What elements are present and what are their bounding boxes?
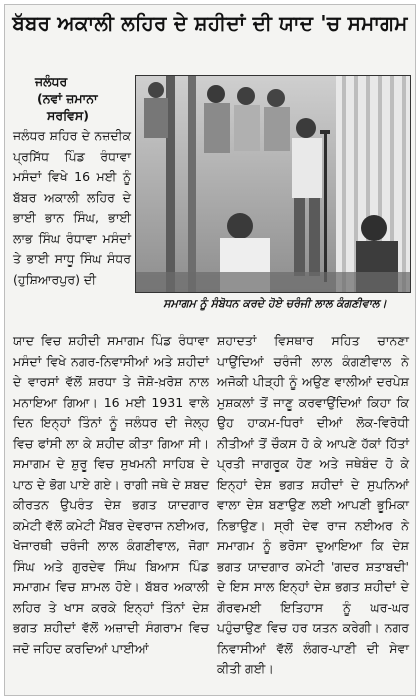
- dateline: ਜਲੰਧਰ: [35, 74, 68, 89]
- byline-line-2: ਸਰਵਿਸ): [47, 108, 89, 123]
- left-column: [13, 73, 131, 290]
- byline-line-1: (ਨਵਾਂ ਜ਼ਮਾਨਾ: [37, 91, 98, 106]
- left-column-text: ਜਲੰਧਰ ਸ਼ਹਿਰ ਦੇ ਨਜ਼ਦੀਕ ਪ੍ਰਸਿੱਧ ਪਿੰਡ ਰੰਧਾਵਾ ਮਸੰਦਾਂ ਵਿਖੇ 16 ਮਈ ਨੂੰ ਬੱਬਰ ਅਕਾਲੀ ਲਹਿਰ ਦੇ ਭਾਈ ਭਾਨ ਸਿੰਘ, ਭਾਈ ਲਾਭ ਸਿੰਘ ਰੰਧਾਵਾ ਮਸੰਦਾਂ ਤੇ ਭਾਈ ਸਾਧੂ ਸਿੰਘ ਸੰਧਰ (ਹੁਸ਼ਿਆਰਪੁਰ) ਦੀ: [13, 128, 131, 287]
- body-column-right: ਸ਼ਹਾਦਤਾਂ ਵਿਸਥਾਰ ਸਹਿਤ ਚਾਨਣਾ ਪਾਉਂਦਿਆਂ ਚਰੰਜੀ ਲਾਲ ਕੰਗਣੀਵਾਲ ਨੇ ਅਜੋਕੀ ਪੀੜ੍ਹੀ ਨੂੰ ਅਉਣ ਵਾਲੀਆਂ ਦਰਪੇਸ਼ ਮੁਸ਼ਕਲਾਂ ਤੋਂ ਜਾਣੂ ਕਰਵਾਉਂਦਿਆਂ ਕਿਹਾ ਕਿ ਉਹ ਹਾਕਮ-ਧਿਰਾਂ ਦੀਆਂ ਲੋਕ-ਵਿਰੋਧੀ ਨੀਤੀਆਂ ਤੋਂ ਚੌਕਸ ਹੋ ਕੇ ਆਪਣੇ ਹੱਕਾਂ ਹਿੱਤਾਂ ਪ੍ਰਤੀ ਜਾਗਰੂਕ ਹੋਣ ਅਤੇ ਜਥੇਬੰਦ ਹੋ ਕੇ ਇਨ੍ਹਾਂ ਦੇਸ਼ ਭਗਤ ਸ਼ਹੀਦਾਂ ਦੇ ਸੁਪਨਿਆਂ ਵਾਲਾ ਦੇਸ਼ ਬਣਾਉਣ ਲਈ ਆਪਣੀ ਭੂਮਿਕਾ ਨਿਭਾਉਣ। ਸ੍ਰੀ ਦੇਵ ਰਾਜ ਨਈਅਰ ਨੇ ਸਮਾਗਮ ਨੂੰ ਭਰੋਸਾ ਦੁਆਇਆ ਕਿ ਦੇਸ਼ ਭਗਤ ਯਾਦਗਾਰ ਕਮੇਟੀ 'ਗਦਰ ਸ਼ਤਾਬਦੀ' ਦੇ ਇਸ ਸਾਲ ਇਨ੍ਹਾਂ ਦੇਸ਼ ਭਗਤ ਸ਼ਹੀਦਾਂ ਦੇ ਗੌਰਵਮਈ ਇਤਿਹਾਸ ਨੂੰ ਘਰ-ਘਰ ਪਹੁੰਚਾਉਣ ਵਿਚ ਹਰ ਯਤਨ ਕਰੇਗੀ। ਨਗਰ ਨਿਵਾਸੀਆਂ ਵੱਲੋਂ ਲੰਗਰ-ਪਾਣੀ ਦੀ ਸੇਵਾ ਕੀਤੀ ਗਈ।: [217, 333, 409, 676]
- newspaper-clipping: [4, 4, 416, 696]
- event-photo: [135, 75, 411, 293]
- body-column-left: ਯਾਦ ਵਿਚ ਸ਼ਹੀਦੀ ਸਮਾਗਮ ਪਿੰਡ ਰੰਧਾਵਾ ਮਸੰਦਾਂ ਵਿਖੇ ਨਗਰ-ਨਿਵਾਸੀਆਂ ਅਤੇ ਸ਼ਹੀਦਾਂ ਦੇ ਵਾਰਸਾਂ ਵੱਲੋਂ ਸ਼ਰਧਾ ਤੇ ਜੋਸ਼ੋ-ਖ਼ਰੋਸ਼ ਨਾਲ ਮਨਾਇਆ ਗਿਆ। 16 ਮਈ 1931 ਵਾਲੇ ਦਿਨ ਇਨ੍ਹਾਂ ਤਿੰਨਾਂ ਨੂੰ ਜਲੰਧਰ ਦੀ ਜੇਲ੍ਹ ਵਿਚ ਫਾਂਸੀ ਲਾ ਕੇ ਸ਼ਹੀਦ ਕੀਤਾ ਗਿਆ ਸੀ। ਸਮਾਗਮ ਦੇ ਸ਼ੁਰੂ ਵਿਚ ਸੁਖਮਨੀ ਸਾਹਿਬ ਦੇ ਪਾਠ ਦੇ ਭੋਗ ਪਾਏ ਗਏ। ਰਾਗੀ ਜਥੇ ਦੇ ਸ਼ਬਦ ਕੀਰਤਨ ਉਪਰੰਤ ਦੇਸ਼ ਭਗਤ ਯਾਦਗਾਰ ਕਮੇਟੀ ਵੱਲੋਂ ਕਮੇਟੀ ਮੈਂਬਰ ਦੇਵਰਾਜ ਨਈਅਰ, ਖੋਜਾਰਥੀ ਚਰੰਜੀ ਲਾਲ ਕੰਗਣੀਵਾਲ, ਜੋਗਾ ਸਿੰਘ ਅਤੇ ਗੁਰਦੇਵ ਸਿੰਘ ਬਿਆਸ ਪਿੰਡ ਸਮਾਗਮ ਵਿਚ ਸ਼ਾਮਲ ਹੋਏ। ਬੱਬਰ ਅਕਾਲੀ ਲਹਿਰ ਤੇ ਖਾਸ ਕਰਕੇ ਇਨ੍ਹਾਂ ਤਿੰਨਾਂ ਦੇਸ਼ ਭਗਤ ਸ਼ਹੀਦਾਂ ਵੱਲੋਂ ਅਜ਼ਾਦੀ ਸੰਗਰਾਮ ਵਿਚ ਜਦੋ ਜਹਿਦ ਕਰਦਿਆਂ ਪਾਈਆਂ: [13, 333, 209, 656]
- article-headline: ਬੱਬਰ ਅਕਾਲੀ ਲਹਿਰ ਦੇ ਸ਼ਹੀਦਾਂ ਦੀ ਯਾਦ 'ਚ ਸਮਾਗਮ: [12, 11, 408, 35]
- photo-caption: ਸਮਾਗਮ ਨੂੰ ਸੰਬੋਧਨ ਕਰਦੇ ਹੋਏ ਚਰੰਜੀ ਲਾਲ ਕੰਗਣੀਵਾਲ।: [163, 297, 387, 310]
